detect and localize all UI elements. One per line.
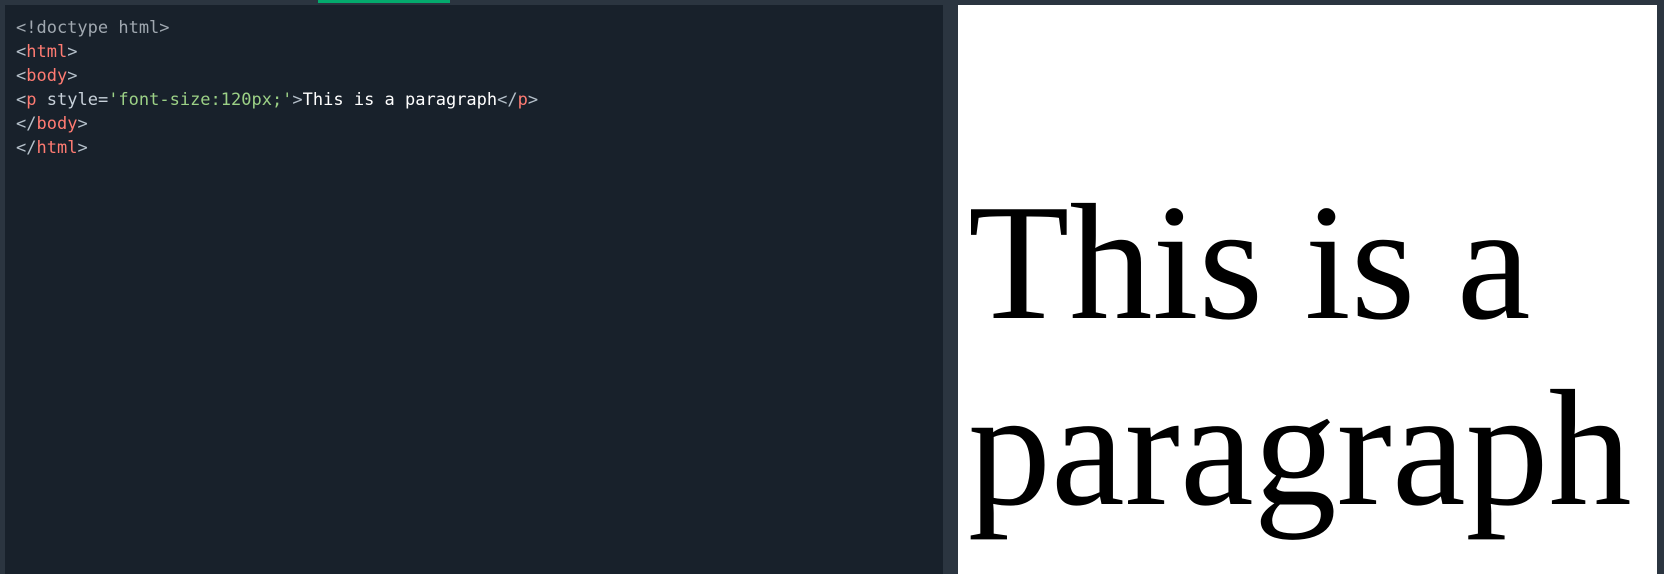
code-line-body-open	[16, 64, 943, 88]
active-tab-indicator[interactable]	[318, 0, 450, 3]
bracket-token: <	[16, 42, 27, 62]
code-line-doctype	[16, 16, 943, 40]
bracket-token: </	[16, 138, 37, 158]
attribute-name-token: style	[46, 90, 98, 110]
preview-paragraph: This is a paragraph	[968, 170, 1632, 540]
bracket-token: >	[67, 66, 78, 86]
code-line-html-close	[16, 136, 943, 160]
pane-splitter[interactable]	[943, 5, 958, 574]
bracket-token: >	[77, 114, 88, 134]
bracket-token: >	[77, 138, 88, 158]
bracket-token: <	[16, 90, 27, 110]
bracket-token: >	[527, 90, 539, 110]
tag-name-token: body	[36, 114, 78, 134]
tag-name-token: html	[36, 138, 78, 158]
equals-token: =	[97, 90, 109, 110]
code-line-body-close	[16, 112, 943, 136]
doctype-token: <!doctype html>	[16, 18, 170, 38]
space-token	[37, 90, 47, 110]
bracket-token: <	[16, 66, 27, 86]
code-line-paragraph	[16, 88, 943, 112]
bracket-token: >	[292, 90, 303, 110]
tag-name-token: p	[517, 90, 528, 110]
window-right-edge	[1657, 0, 1664, 574]
tag-name-token: p	[26, 90, 37, 110]
result-preview	[958, 5, 1664, 574]
attribute-value-token: 'font-size:120px;'	[108, 90, 293, 110]
tag-name-token: html	[26, 42, 68, 62]
bracket-token: >	[67, 42, 78, 62]
bracket-token: </	[497, 90, 518, 110]
code-editor[interactable]	[5, 5, 943, 574]
bracket-token: </	[16, 114, 37, 134]
text-content-token: This is a paragraph	[302, 90, 498, 110]
code-line-html-open	[16, 40, 943, 64]
tag-name-token: body	[26, 66, 68, 86]
